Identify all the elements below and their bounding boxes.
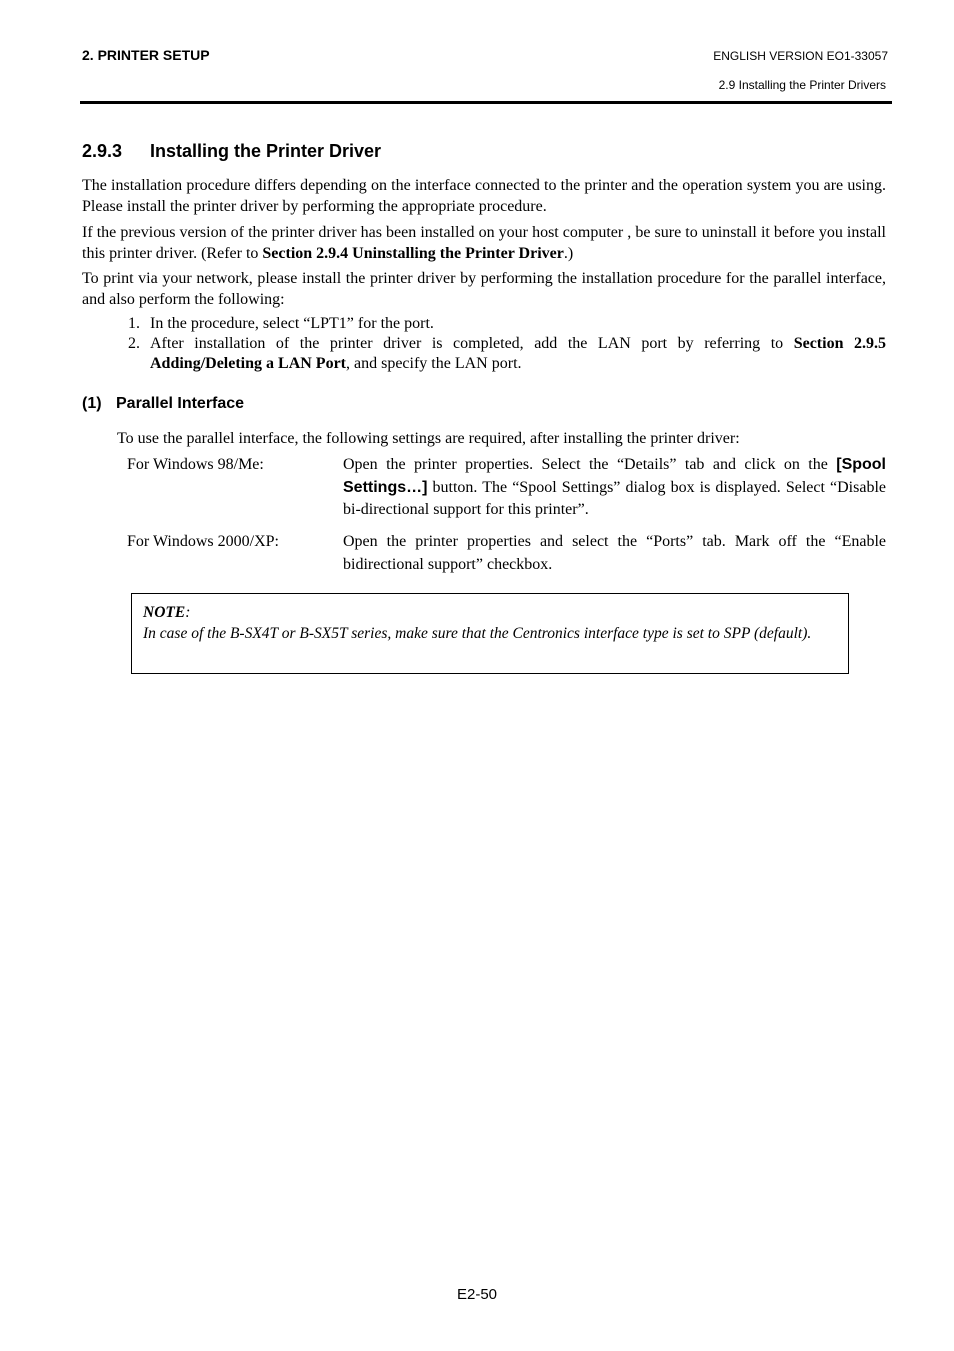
step-text-end: , and specify the LAN port.: [346, 355, 522, 372]
step-text: After installation of the printer driver is completed, add the LAN port by referring to: [150, 335, 794, 352]
section-number: 2.9.3: [82, 141, 123, 161]
subsection-heading: [82, 395, 244, 413]
note-title: NOTE: [143, 604, 186, 621]
intro-paragraph: The installation procedure differs depending on the interface connected to the printer and the operation system you are using. Please install the printer driver by performing the appropriate procedure.: [82, 177, 886, 215]
setting-desc-win2000: Open the printer properties and select the “Ports” tab. Mark off the “Enable bidirectional support” checkbox.: [343, 533, 886, 573]
subsection-number: (1): [82, 395, 102, 412]
section-heading: [82, 141, 381, 162]
note-heading: [143, 602, 837, 623]
lan-port-section-ref: Section 2.9.5 Adding/Deleting a LAN Port: [150, 335, 886, 372]
note-box: [131, 593, 849, 674]
version-label: ENGLISH VERSION EO1-33057: [713, 49, 888, 63]
setting-label-win98: For Windows 98/Me:: [127, 456, 264, 473]
uninstall-section-ref: Section 2.9.4 Uninstalling the Printer Driver: [262, 245, 564, 262]
page-number: E2-50: [456, 1286, 498, 1303]
header-divider: [80, 101, 892, 104]
note-body: In case of the B-SX4T or B-SX5T series, make sure that the Centronics interface type is set to SPP (default).: [143, 625, 812, 642]
note-colon: :: [185, 604, 191, 621]
section-header: 2.9 Installing the Printer Drivers: [718, 78, 886, 92]
setting-text: Open the printer properties. Select the “Details” tab and click on the: [343, 456, 837, 473]
subsection-title: Parallel Interface: [116, 395, 245, 412]
list-item: [128, 334, 886, 374]
step-number: 1.: [128, 315, 140, 332]
step-number: 2.: [128, 335, 140, 352]
step-text: In the procedure, select “LPT1” for the port.: [150, 315, 434, 332]
setting-label-win2000: For Windows 2000/XP:: [127, 533, 279, 550]
network-steps-list: [128, 314, 886, 374]
spool-settings-button-ref: [Spool Settings…]: [343, 456, 886, 496]
list-item: [128, 314, 886, 334]
uninstall-paragraph: [82, 222, 886, 264]
uninstall-text: If the previous version of the printer driver has been installed on your host computer , be sure to uninstall it before you install this printer driver. (Refer to: [82, 224, 886, 262]
section-title: Installing the Printer Driver: [150, 141, 382, 161]
setting-desc-win98: [343, 454, 886, 522]
setting-text-end: button. The “Spool Settings” dialog box is displayed. Select “Disable bi-directional support for this printer”.: [343, 478, 886, 518]
uninstall-text-end: .): [563, 245, 574, 262]
chapter-header: 2. PRINTER SETUP: [82, 47, 210, 63]
parallel-intro: To use the parallel interface, the following settings are required, after installing the printer driver:: [117, 430, 740, 447]
network-paragraph: To print via your network, please install the printer driver by performing the installation procedure for the parallel interface, and also perform the following:: [82, 270, 886, 308]
